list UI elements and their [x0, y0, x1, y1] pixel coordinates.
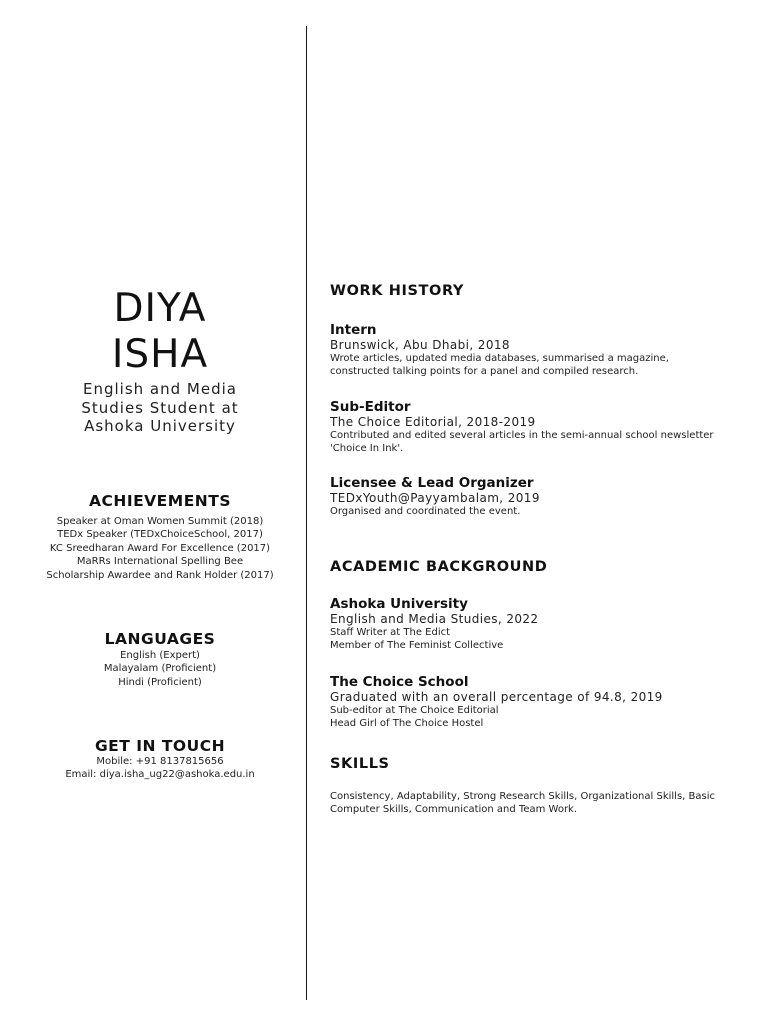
entry-description: Organised and coordinated the event. [330, 506, 521, 517]
entry-title: The Choice School [330, 674, 469, 690]
entry-description: constructed talking points for a panel and compiled research. [330, 366, 639, 378]
skills-text: Computer Skills, Communication and Team Work. [330, 804, 578, 816]
entry-subtitle: Graduated with an overall percentage of 94.8, 2019 [330, 690, 663, 704]
academic-heading-wrap [330, 559, 750, 575]
skills-heading: SKILLS [330, 756, 390, 772]
tagline-line: English and Media [83, 380, 237, 398]
achievements-section [20, 492, 300, 582]
tagline-line: Studies Student at [81, 398, 239, 417]
language-item: English (Expert) [120, 650, 200, 661]
column-divider [306, 26, 307, 1000]
first-name: DIYA [113, 286, 207, 331]
entry-description: Staff Writer at The Edict [330, 627, 451, 638]
work-history-heading: WORK HISTORY [330, 283, 465, 299]
achievement-item: Scholarship Awardee and Rank Holder (2017) [46, 569, 274, 581]
skills-text: Consistency, Adaptability, Strong Research Skills, Organizational Skills, Basic [330, 791, 715, 802]
entry-subtitle: The Choice Editorial, 2018-2019 [330, 415, 536, 429]
skills-heading-wrap [330, 756, 750, 772]
achievement-item: TEDx Speaker (TEDxChoiceSchool, 2017) [57, 529, 263, 541]
work-entry [330, 475, 750, 518]
entry-title: Licensee & Lead Organizer [330, 475, 534, 491]
achievement-item: Speaker at Oman Women Summit (2018) [56, 516, 264, 527]
language-item: Hindi (Proficient) [118, 676, 202, 688]
entry-description: Member of The Feminist Collective [330, 640, 504, 652]
entry-subtitle: English and Media Studies, 2022 [330, 612, 539, 626]
achievement-item: MaRRs International Spelling Bee [76, 556, 244, 568]
contact-heading: GET IN TOUCH [94, 737, 226, 755]
academic-entry [330, 674, 750, 731]
academic-heading: ACADEMIC BACKGROUND [330, 559, 548, 575]
entry-subtitle: Brunswick, Abu Dhabi, 2018 [330, 338, 510, 352]
entry-description: Head Girl of The Choice Hostel [330, 718, 484, 730]
entry-subtitle: TEDxYouth@Payyambalam, 2019 [330, 491, 540, 505]
contact-email: Email: diya.isha_ug22@ashoka.edu.in [65, 769, 255, 781]
entry-description: Wrote articles, updated media databases, summarised a magazine, [330, 353, 669, 364]
academic-entry [330, 596, 750, 653]
contact-mobile: Mobile: +91 8137815656 [96, 756, 224, 767]
entry-title: Sub-Editor [330, 399, 411, 415]
languages-heading: LANGUAGES [104, 630, 216, 648]
tagline-line: Ashoka University [84, 417, 236, 435]
work-history-heading-wrap [330, 283, 750, 299]
entry-description: 'Choice In Ink'. [330, 443, 404, 455]
tagline [20, 380, 300, 436]
name-block [20, 286, 300, 378]
last-name: ISHA [111, 332, 209, 377]
entry-description: Sub-editor at The Choice Editorial [330, 705, 499, 716]
entry-title: Intern [330, 322, 377, 338]
entry-description: Contributed and edited several articles in the semi-annual school newsletter [330, 430, 714, 441]
achievement-item: KC Sreedharan Award For Excellence (2017) [49, 542, 271, 554]
entry-title: Ashoka University [330, 596, 468, 612]
work-entry [330, 322, 750, 379]
languages-section [20, 630, 300, 689]
skills-body [330, 790, 750, 817]
achievements-heading: ACHIEVEMENTS [88, 492, 231, 510]
contact-section [20, 737, 300, 782]
language-item: Malayalam (Proficient) [103, 663, 217, 675]
work-entry [330, 399, 750, 456]
